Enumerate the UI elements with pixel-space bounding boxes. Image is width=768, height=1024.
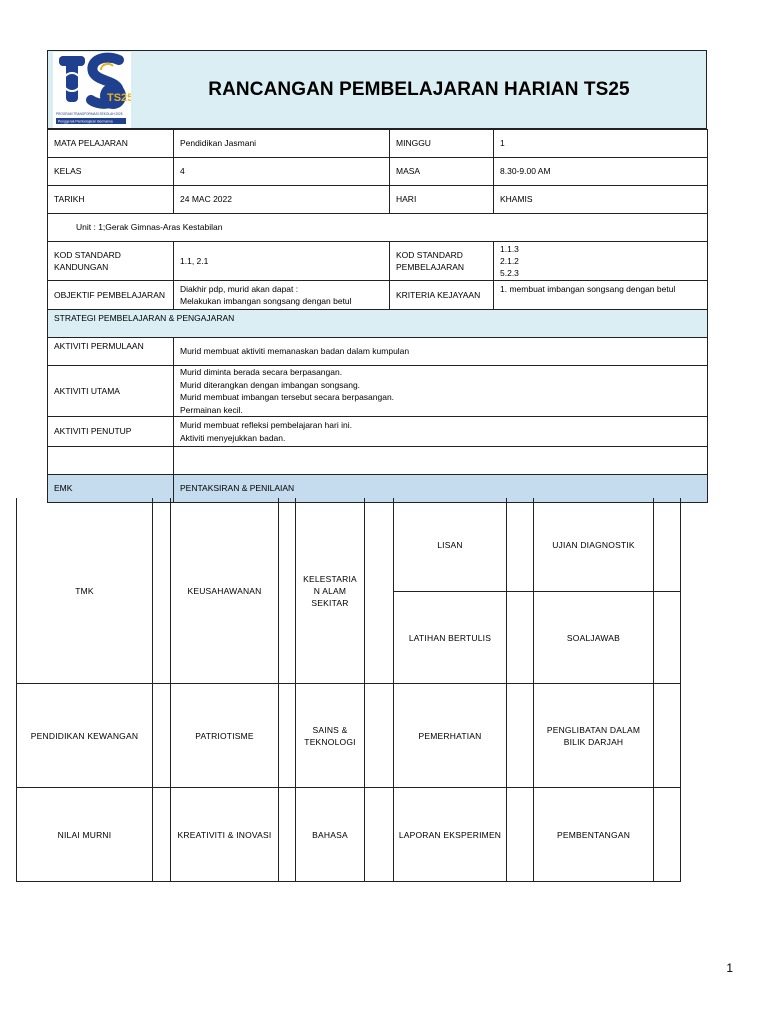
row-strategi — [48, 310, 708, 338]
objektif-line2: Melakukan imbangan songsang dengan betul — [180, 296, 352, 306]
penglibatan-line: PENGLIBATAN DALAM — [546, 724, 641, 735]
label-kod-kandungan-line1: KOD STANDARD — [54, 249, 121, 260]
page-title: RANCANGAN PEMBELAJARAN HARIAN TS25 — [208, 78, 630, 100]
lesson-plan-table — [47, 129, 708, 503]
label-strategi: STRATEGI PEMBELAJARAN & PENGAJARAN — [48, 310, 708, 338]
penilaian-pemerhatian: PEMERHATIAN — [418, 730, 482, 741]
empty-cell — [174, 447, 708, 475]
utama-line: Murid membuat imbangan tersebut secara berpasangan. — [180, 392, 395, 402]
logo-number: TS25 — [107, 92, 131, 104]
label-aktiviti-permulaan: AKTIVITI PERMULAAN — [48, 338, 174, 366]
row-kod-standard — [48, 242, 708, 281]
penutup-line: Aktiviti menyejukkan badan. — [180, 432, 286, 443]
emk-pendidikan-kewangan: PENDIDIKAN KEWANGAN — [30, 730, 139, 741]
ts25-logo — [53, 52, 131, 128]
emk-penilaian-grid — [16, 498, 681, 882]
value-minggu: 1 — [494, 130, 708, 158]
label-aktiviti-utama: AKTIVITI UTAMA — [48, 366, 174, 417]
row-permulaan — [48, 338, 708, 366]
value-masa: 8.30-9.00 AM — [494, 158, 708, 186]
row-empty — [48, 447, 708, 475]
value-hari: KHAMIS — [494, 186, 708, 214]
label-minggu: MINGGU — [390, 130, 494, 158]
value-kod-kandungan: 1.1, 2.1 — [174, 242, 390, 281]
value-mata-pelajaran: Pendidikan Jasmani — [174, 130, 390, 158]
logo-caption-1: PROGRAM TRANSFORMASI SEKOLAH 2025 — [56, 112, 123, 116]
value-kod-pembelajaran — [494, 242, 708, 281]
label-objektif: OBJEKTIF PEMBELAJARAN — [48, 281, 174, 310]
emk-bahasa: BAHASA — [312, 829, 348, 840]
row-date-day — [48, 186, 708, 214]
value-aktiviti-penutup — [174, 417, 708, 447]
penilaian-soaljawab: SOALJAWAB — [566, 632, 621, 643]
label-hari: HARI — [390, 186, 494, 214]
row-objektif — [48, 281, 708, 310]
emk-tmk: TMK — [75, 585, 94, 596]
kod-pembelajaran-item: 5.2.3 — [500, 268, 519, 278]
value-aktiviti-utama — [174, 366, 708, 417]
value-unit: Unit : 1;Gerak Gimnas-Aras Kestabilan — [48, 214, 708, 242]
penilaian-penglibatan — [534, 684, 653, 787]
label-pentaksiran: PENTAKSIRAN & PENILAIAN — [174, 475, 708, 503]
kelestarian-line: KELESTARIA — [303, 573, 357, 584]
label-aktiviti-penutup: AKTIVITI PENUTUP — [48, 417, 174, 447]
penilaian-pembentangan: PEMBENTANGAN — [556, 829, 631, 840]
row-penutup — [48, 417, 708, 447]
utama-line: Murid diminta berada secara berpasangan. — [180, 367, 343, 377]
label-kod-pembelajaran-line2: PEMBELAJARAN — [396, 262, 465, 272]
utama-line: Murid diterangkan dengan imbangan songsang. — [180, 379, 361, 390]
logo-caption-2: Penggerak Pembelajaran Bermakna — [58, 119, 113, 124]
emk-sains-teknologi — [296, 684, 364, 787]
label-kod-kandungan — [48, 242, 174, 281]
penilaian-laporan-eksperimen: LAPORAN EKSPERIMEN — [398, 829, 502, 840]
kelestarian-line: N ALAM — [313, 585, 347, 596]
emk-kelestarian — [296, 498, 364, 683]
kod-pembelajaran-item: 2.1.2 — [500, 256, 519, 266]
label-kod-kandungan-line2: KANDUNGAN — [54, 262, 109, 272]
sains-line: SAINS & — [312, 724, 348, 735]
penilaian-lisan: LISAN — [437, 539, 463, 550]
row-subject-week — [48, 130, 708, 158]
label-kelas: KELAS — [48, 158, 174, 186]
kelestarian-line: SEKITAR — [311, 597, 349, 608]
emk-kreativiti-inovasi: KREATIVITI & INOVASI — [177, 829, 272, 840]
sains-line: TEKNOLOGI — [304, 736, 356, 747]
value-objektif — [174, 281, 390, 310]
row-class-time — [48, 158, 708, 186]
emk-patriotisme: PATRIOTISME — [195, 730, 254, 741]
value-aktiviti-permulaan: Murid membuat aktiviti memanaskan badan dalam kumpulan — [174, 338, 708, 366]
label-mata-pelajaran: MATA PELAJARAN — [48, 130, 174, 158]
emk-nilai-murni: NILAI MURNI — [57, 829, 112, 840]
label-masa: MASA — [390, 158, 494, 186]
row-unit — [48, 214, 708, 242]
objektif-line1: Diakhir pdp, murid akan dapat : — [180, 284, 299, 294]
penglibatan-line: BILIK DARJAH — [563, 736, 624, 747]
penilaian-latihan-bertulis: LATIHAN BERTULIS — [408, 632, 492, 643]
kod-pembelajaran-item: 1.1.3 — [500, 244, 519, 254]
penutup-line: Murid membuat refleksi pembelajaran hari ini. — [180, 420, 352, 430]
emk-keusahawanan: KEUSAHAWANAN — [187, 585, 262, 596]
ts25-logo-icon — [53, 52, 131, 128]
empty-cell — [48, 447, 174, 475]
label-kriteria: KRITERIA KEJAYAAN — [390, 281, 494, 310]
penilaian-ujian-diagnostik: UJIAN DIAGNOSTIK — [552, 539, 635, 550]
value-kriteria: 1. membuat imbangan songsang dengan betul — [494, 281, 708, 310]
label-kod-pembelajaran-line1: KOD STANDARD — [396, 249, 463, 260]
label-kod-pembelajaran — [390, 242, 494, 281]
label-emk: EMK — [48, 475, 174, 503]
label-tarikh: TARIKH — [48, 186, 174, 214]
page-number: 1 — [726, 961, 733, 975]
value-tarikh: 24 MAC 2022 — [174, 186, 390, 214]
utama-line: Permainan kecil. — [180, 404, 243, 415]
row-utama — [48, 366, 708, 417]
value-kelas: 4 — [174, 158, 390, 186]
